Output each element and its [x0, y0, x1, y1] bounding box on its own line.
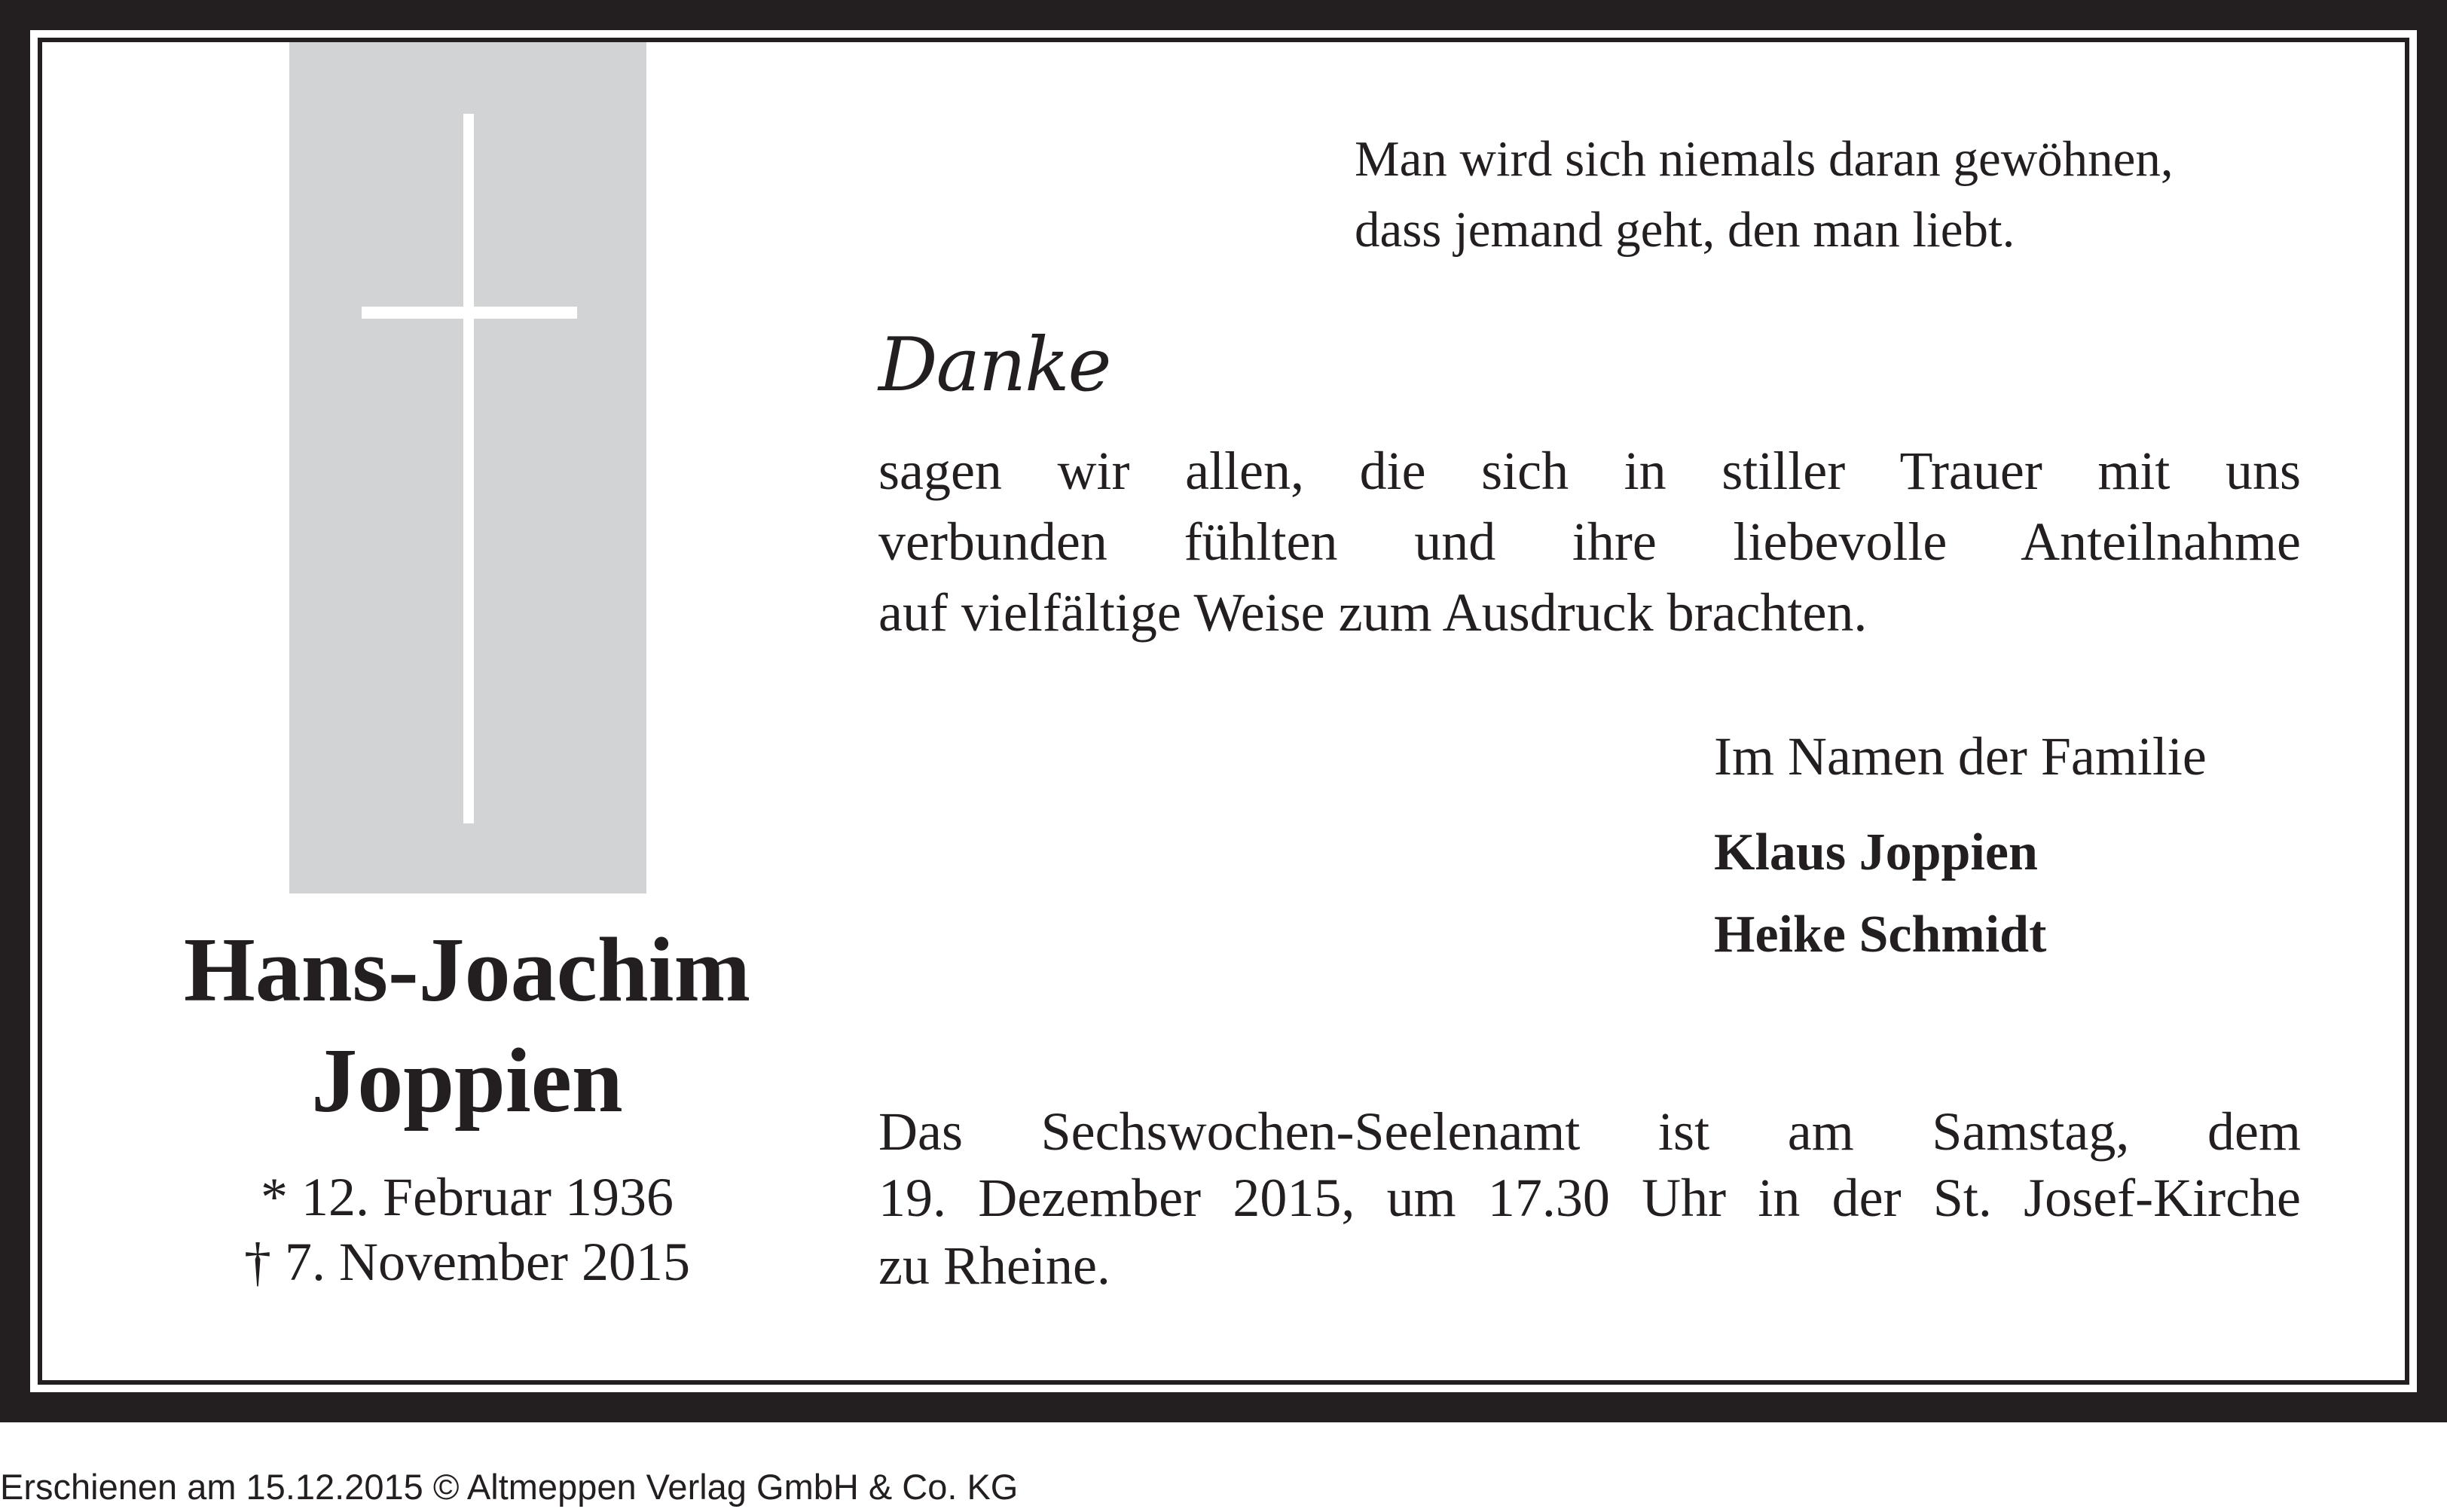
deceased-last-name: Joppien [311, 1030, 623, 1132]
thanks-line-2: verbunden fühlten und ihre liebevolle Anteilnahme [878, 512, 2301, 572]
service-line-3: zu Rheine. [878, 1236, 1110, 1296]
cross-vertical-bar [463, 114, 474, 823]
motto-line-1: Man wird sich niemals daran gewöhnen, [1355, 131, 2174, 187]
thanks-line-3: auf vielfältige Weise zum Ausdruck brachten. [878, 582, 1868, 643]
signer-name: Klaus Joppien [1714, 823, 2038, 881]
service-line-2: 19. Dezember 2015, um 17.30 Uhr in der St. Josef-Kirche [878, 1168, 2301, 1228]
signer-name: Heike Schmidt [1714, 906, 2047, 964]
thanks-heading: Danke [878, 322, 1110, 408]
motto-line-2: dass jemand geht, den man liebt. [1355, 202, 2015, 258]
thanks-line-1: sagen wir allen, die sich in stiller Trauer mit uns [878, 441, 2301, 501]
birth-date: * 12. Februar 1936 [261, 1167, 674, 1227]
cross-horizontal-bar [362, 307, 577, 319]
publication-footer: Erschienen am 15.12.2015 © Altmeppen Verlag GmbH & Co. KG [0, 1467, 1019, 1507]
family-intro: Im Namen der Familie [1714, 726, 2207, 787]
service-line-1: Das Sechswochen-Seelenamt ist am Samstag, dem [878, 1101, 2301, 1162]
deceased-first-name: Hans-Joachim [183, 919, 751, 1021]
death-date: † 7. November 2015 [244, 1232, 690, 1292]
